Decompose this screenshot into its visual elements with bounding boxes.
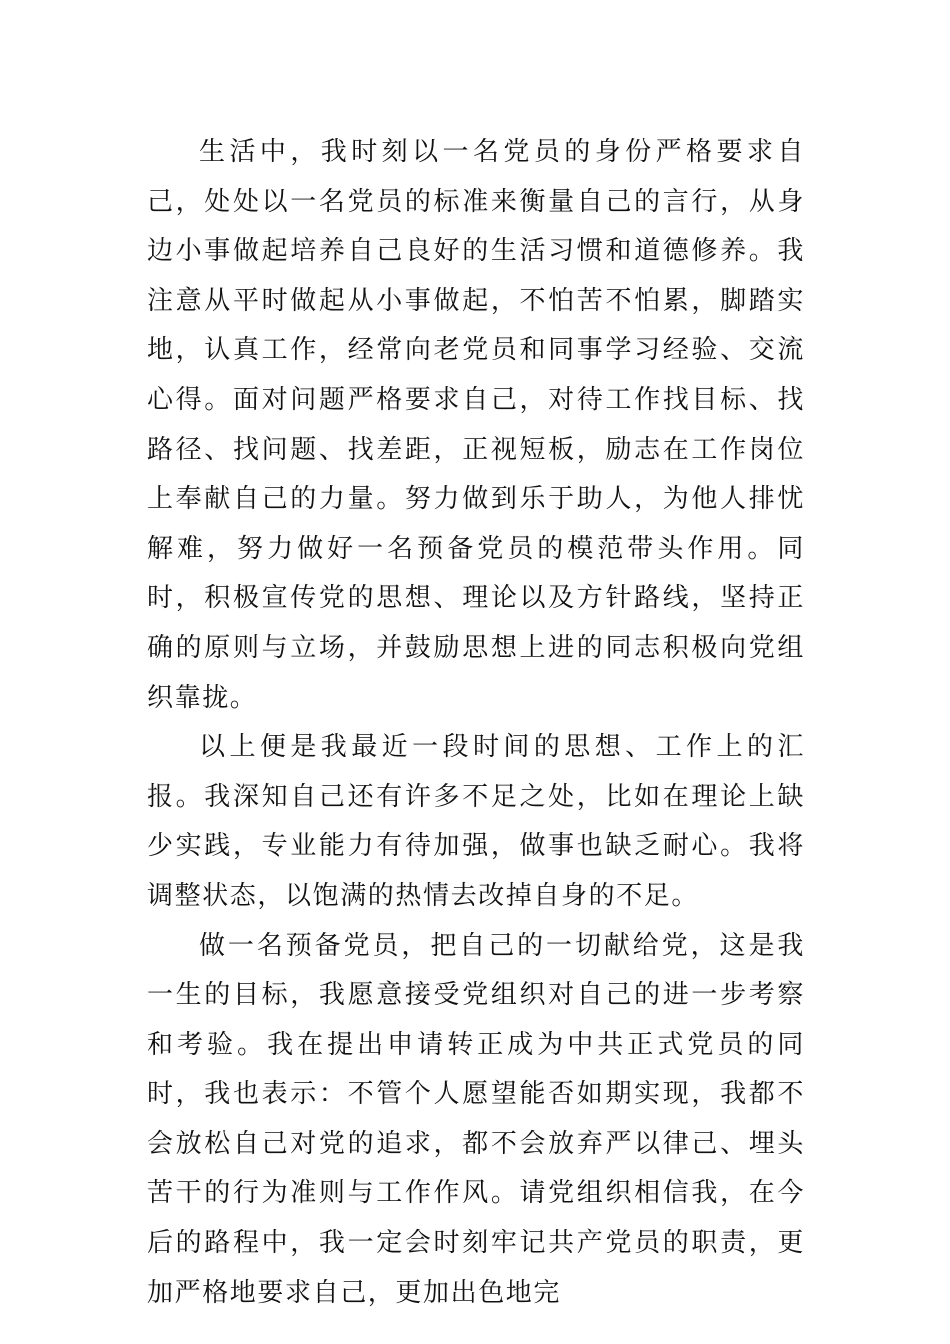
paragraph-daily-conduct: 生活中，我时刻以一名党员的身份严格要求自己，处处以一名党员的标准来衡量自己的言行，从身边小事做起培养自己良好的生活习惯和道德修养。我注意从平时做起从小事做起，不怕苦不怕累，脚踏实地，认真工作，经常向老党员和同事学习经验、交流心得。面对问题严格要求自己，对待工作找目标、找路径、找问题、找差距，正视短板，励志在工作岗位上奉献自己的力量。努力做到乐于助人，为他人排忧解难，努力做好一名预备党员的模范带头作用。同时，积极宣传党的思想、理论以及方针路线，坚持正确的原则与立场，并鼓励思想上进的同志积极向党组织靠拢。 [147, 137, 805, 713]
paragraph-commitment: 做一名预备党员，把自己的一切献给党，这是我一生的目标，我愿意接受党组织对自己的进一步考察和考验。我在提出申请转正成为中共正式党员的同时，我也表示：不管个人愿望能否如期实现，我都不会放松自己对党的追求，都不会放弃严以律己、埋头苦干的行为准则与工作作风。请党组织相信我，在今后的路程中，我一定会时刻牢记共产党员的职责，更加严格地要求自己，更加出色地完 [147, 930, 805, 1308]
document-body [147, 128, 805, 1318]
paragraph-summary: 以上便是我最近一段时间的思想、工作上的汇报。我深知自己还有许多不足之处，比如在理论上缺少实践，专业能力有待加强，做事也缺乏耐心。我将调整状态，以饱满的热情去改掉自身的不足。 [147, 732, 805, 911]
